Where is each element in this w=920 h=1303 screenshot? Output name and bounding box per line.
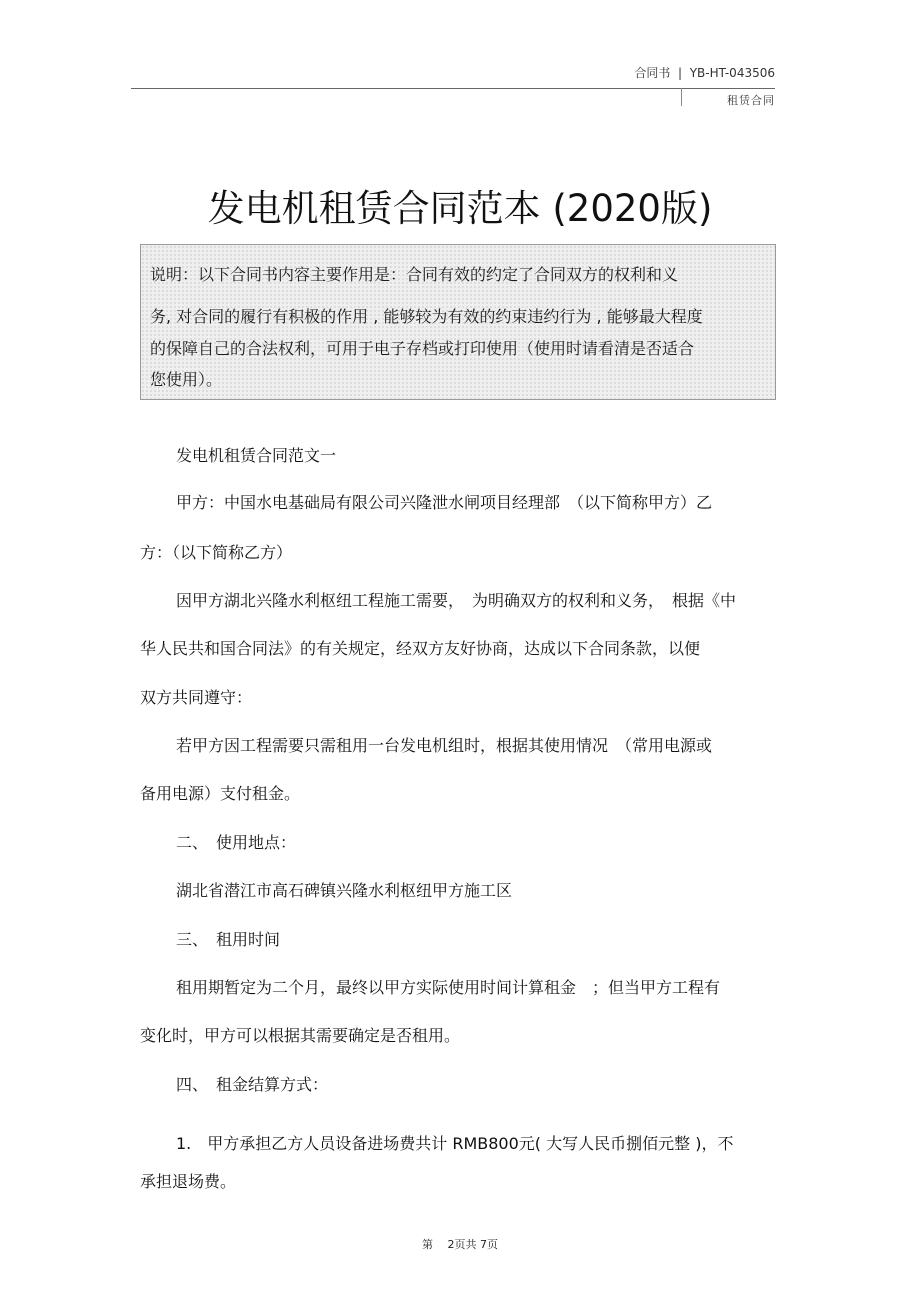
header-separator: | [674,66,686,80]
document-title: 发电机租赁合同范本 (2020版) [207,187,713,230]
body-line: 发电机租赁合同范文一 [176,446,337,465]
body-line: 甲方：中国水电基础局有限公司兴隆泄水闸项目经理部 （以下简称甲方）乙 [176,493,713,512]
body-line: 1. 甲方承担乙方人员设备进场费共计 RMB800元( 大写人民币捌佰元整 )，不 [176,1134,734,1153]
header-doc-type: 合同书 [634,66,671,80]
header-doc-code: YB-HT-043506 [689,66,775,80]
page-number-footer: 第 2页共 7页 [422,1238,498,1251]
body-line: 二、 使用地点： [176,833,297,852]
body-line: 三、 租用时间 [176,930,281,949]
notice-line: 的保障自己的合法权利，可用于电子存档或打印使用（使用时请看清是否适合 [150,339,695,358]
body-line: 若甲方因工程需要只需租用一台发电机组时，根据其使用情况 （常用电源或 [176,736,713,755]
body-line: 湖北省潜江市高石碑镇兴隆水利枢纽甲方施工区 [176,881,513,900]
body-line: 因甲方湖北兴隆水利枢纽工程施工需要， 为明确双方的权利和义务， 根据《中 [176,591,737,610]
body-line: 变化时，甲方可以根据其需要确定是否租用。 [140,1026,461,1045]
notice-line: 说明：以下合同书内容主要作用是：合同有效的约定了合同双方的权利和义 [150,265,679,284]
header-divider-tick [681,88,682,106]
body-line: 四、 租金结算方式： [176,1075,329,1094]
body-line: 华人民共和国合同法》的有关规定，经双方友好协商，达成以下合同条款，以便 [140,639,701,658]
body-line: 方：（以下简称乙方） [140,543,293,562]
body-line: 承担退场费。 [140,1172,237,1191]
body-line: 租用期暂定为二个月，最终以甲方实际使用时间计算租金 ；但当甲方工程有 [176,978,721,997]
body-line: 双方共同遵守： [140,688,253,707]
header-doc-label [634,64,775,81]
notice-line: 您使用）。 [150,370,223,389]
header-rule [131,88,775,89]
header-category: 租赁合同 [727,94,775,107]
body-line: 备用电源）支付租金。 [140,784,301,803]
notice-line: 务, 对合同的履行有积极的作用 , 能够较为有效的约束违约行为 , 能够最大程度 [150,307,703,326]
